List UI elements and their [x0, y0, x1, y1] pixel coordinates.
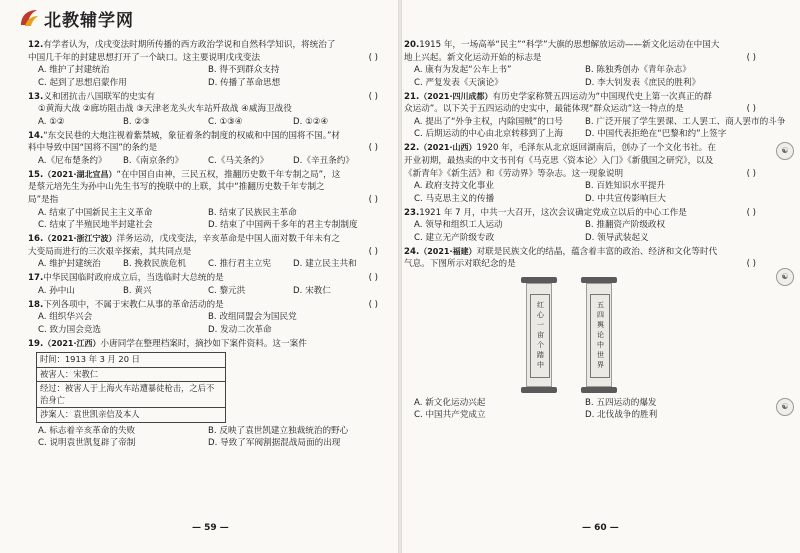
question-item	[28, 338, 378, 450]
answer-options	[404, 397, 756, 422]
brand-logo-icon	[18, 7, 40, 29]
scroll-paper	[586, 283, 612, 387]
question-stem: “东交民巷的大炮注视着紫禁城，象征着条约制度的权威和中国的国将不国。”材料中导致中国“国将不国”的条约是	[28, 130, 341, 154]
question-text	[28, 233, 378, 258]
page-number-left: — 59 —	[192, 523, 229, 533]
answer-option: D. 导致了军阀割据混战局面的出现	[208, 438, 341, 449]
answer-options	[28, 155, 378, 168]
question-source: （2021·浙江宁波）	[43, 234, 117, 244]
question-source: （2021·福建）	[419, 246, 477, 256]
answer-option: C. 中国共产党成立	[414, 410, 486, 421]
question-number: 18.	[28, 299, 44, 310]
answer-option: C. 起到了思想启蒙作用	[38, 77, 127, 88]
question-number: 14.	[28, 130, 44, 141]
answer-option: A. 提出了“外争主权，内除国贼”的口号	[414, 116, 564, 127]
question-text	[28, 91, 378, 104]
answer-option: D. 宋教仁	[293, 285, 331, 296]
answer-options	[28, 64, 378, 89]
answer-bracket: ( )	[368, 52, 378, 63]
answer-option: D. 北伐战争的胜利	[585, 410, 658, 421]
case-record-row: 被害人：宋教仁	[37, 368, 225, 383]
question-item	[28, 272, 378, 297]
question-number: 16.	[28, 234, 44, 245]
answer-option: A.《尼布楚条约》	[38, 155, 107, 166]
answer-option: B. 百姓知识水平提升	[585, 181, 666, 192]
question-stem: “在中国自由神，三民五权，推翻历史数千年专制之局”，这是蔡元培先生为孙中山先生书写的挽联中的上联，其中“推翻历史数千年专制之局”是指	[28, 169, 341, 206]
answer-option: D. 中国代表拒绝在“巴黎和约”上签字	[585, 129, 727, 140]
question-stem: 1915 年，一场高举“民主”“科学”大旗的思想解放运动——新文化运动在中国大地上兴起。新文化运动开始的标志是	[404, 40, 720, 63]
answer-option: C. 说明袁世凯复辟了帝制	[38, 438, 136, 449]
answer-option: B. 推翻资产阶级政权	[585, 220, 666, 231]
question-subitems: ①黄海大战 ②廊坊阻击战 ③天津老龙头火车站歼敌战 ④威海卫战役	[38, 104, 292, 115]
question-text	[404, 207, 756, 220]
answer-option: C. ①③④	[208, 116, 243, 127]
answer-bracket: ( )	[368, 91, 378, 102]
question-stem: 对联是民族文化的结晶，蕴含着丰富的政治、经济和文化等时代气息。下图所示对联纪念的是	[404, 246, 718, 270]
answer-options	[404, 116, 786, 141]
question-text	[28, 39, 378, 64]
answer-option: C. 致力国会竞选	[38, 324, 102, 335]
answer-option: A. ①②	[38, 116, 65, 127]
question-stem: 1920 年，毛泽东从北京返回湖南后，创办了一个文化书社。在开业初期，最热卖的中文书刊有《马克思〈资本论〉入门》《新俄国之研究》，以及《新青年》《新生活》和《劳动界》等杂志。这一现象说明	[404, 143, 716, 179]
question-item	[28, 130, 378, 168]
scroll-paper	[526, 283, 552, 387]
answer-options	[28, 425, 378, 450]
answer-option: C. 马克思主义的传播	[414, 193, 495, 204]
question-item	[404, 246, 756, 422]
question-stem: 1921 年 7 月，中共一大召开，这次会议确定党成立以后的中心工作是	[419, 207, 687, 218]
couplet-scrolls	[524, 277, 634, 393]
question-item	[404, 207, 756, 245]
question-number: 13.	[28, 91, 44, 102]
answer-option: C. 推行君主立宪	[208, 259, 272, 270]
left-question-column	[28, 39, 378, 451]
couplet-scroll-right	[584, 277, 614, 393]
couplet-text-right: 五四舆论中世界	[590, 294, 610, 378]
answer-option: A. 维护了封建统治	[38, 65, 110, 76]
question-stem: 下列各项中，不属于宋教仁从事的革命活动的是	[43, 299, 224, 310]
answer-option: C. 后期运动的中心由北京转移到了上海	[414, 129, 563, 140]
answer-options	[404, 64, 756, 89]
answer-option: C. 黎元洪	[208, 285, 246, 296]
question-stem: 小唐同学在整理档案时，摘抄如下案件资料。这一案件	[100, 338, 307, 349]
question-number: 24.	[404, 246, 420, 257]
answer-option: D.《辛丑条约》	[293, 155, 354, 166]
answer-bracket: ( )	[746, 207, 756, 218]
question-text	[28, 272, 378, 285]
question-source: （2021·江西）	[43, 338, 101, 348]
question-number: 12.	[28, 40, 44, 50]
answer-options	[28, 258, 378, 271]
answer-option: A. 政府支持文化事业	[414, 181, 494, 192]
case-record-table	[36, 352, 226, 423]
couplet-scroll-left	[524, 277, 554, 393]
question-number: 21.	[404, 91, 420, 102]
answer-option: A. 新文化运动兴起	[414, 397, 486, 408]
answer-option: A. 康有为发起“公车上书”	[414, 65, 512, 76]
answer-option: B.《南京条约》	[123, 155, 184, 166]
answer-bracket: ( )	[746, 52, 756, 63]
question-item	[28, 299, 378, 337]
answer-options	[28, 311, 378, 336]
question-stem: 义和团抗击八国联军的史实有	[43, 91, 155, 102]
case-record-row: 时间：1913 年 3 月 20 日	[37, 353, 225, 368]
answer-bracket: ( )	[746, 168, 756, 179]
answer-option: B. 广泛开展了学生罢课、工人罢工、商人罢市的斗争	[585, 116, 786, 127]
question-item	[28, 233, 378, 271]
answer-option: C. 严复发表《天演论》	[414, 77, 503, 88]
answer-option: D. 结束了中国两千多年的君主专制制度	[208, 220, 358, 231]
answer-bracket: ( )	[746, 259, 756, 270]
answer-bracket: ( )	[368, 246, 378, 257]
answer-option: B. 结束了民族民主革命	[208, 207, 297, 218]
question-text	[404, 142, 756, 180]
question-item	[404, 39, 756, 89]
answer-options	[404, 180, 756, 205]
answer-option: D. 领导武装起义	[585, 232, 649, 243]
answer-option: B. 黄兴	[123, 285, 152, 296]
question-text	[404, 39, 756, 64]
question-stem: 有历史学家称赞五四运动为“中国现代史上第一次真正的群众运动”。以下关于五四运动的史实中，最能体现“群众运动”这一特点的是	[404, 91, 712, 115]
answer-bracket: ( )	[368, 195, 378, 206]
question-stem: 洋务运动，戊戌变法，辛亥革命是中国人面对数千年未有之大变局而进行的三次艰辛探索，其共同点是	[28, 234, 340, 257]
answer-option: D. ①②④	[293, 116, 329, 127]
side-decoration-icon: ☯	[776, 398, 794, 416]
answer-option: A. 孙中山	[38, 285, 75, 296]
question-text	[28, 130, 378, 155]
question-text	[404, 246, 756, 271]
question-source: （2021·山西）	[419, 143, 477, 153]
question-text	[28, 338, 378, 351]
answer-bracket: ( )	[368, 143, 378, 154]
answer-option: B. 改组同盟会为国民党	[208, 312, 297, 323]
answer-bracket: ( )	[368, 273, 378, 284]
answer-option: A. 结束了中国新民主主义革命	[38, 207, 153, 218]
answer-option: A. 标志着辛亥革命的失败	[38, 425, 136, 436]
question-stem: 中华民国临时政府成立后，当选临时大总统的是	[43, 273, 224, 284]
answer-option: D. 李大钊发表《庶民的胜利》	[585, 77, 701, 88]
question-item	[28, 169, 378, 232]
answer-option: D. 传播了革命思想	[208, 77, 281, 88]
question-item	[28, 91, 378, 129]
answer-option: C.《马关条约》	[208, 155, 269, 166]
case-record-row: 涉案人：袁世凯亲信及本人	[40, 409, 140, 420]
scroll-rod	[581, 387, 617, 393]
answer-option: B. 五四运动的爆发	[585, 397, 657, 408]
answer-bracket: ( )	[368, 299, 378, 310]
brand-header	[18, 6, 134, 30]
question-item	[28, 39, 378, 89]
answer-option: D. 中共宣传影响巨大	[585, 193, 666, 204]
answer-option: A. 维护封建统治	[38, 259, 101, 270]
brand-name: 北教辅学网	[44, 10, 134, 31]
question-stem: 有学者认为，戊戌变法时期所传播的西方政治学说和自然科学知识，将统治了中国几千年的封建思想打开了一个缺口。这主要说明戊戌变法	[28, 40, 336, 63]
question-number: 15.	[28, 169, 44, 180]
answer-option: B. 挽救民族危机	[123, 259, 186, 270]
scroll-rod	[521, 387, 557, 393]
side-decoration-icon: ☯	[776, 268, 794, 286]
side-decoration-icon: ☯	[776, 142, 794, 160]
question-text	[28, 299, 378, 312]
answer-option: A. 组织华兴会	[38, 312, 93, 323]
answer-option: B. ②③	[123, 116, 150, 127]
question-item	[404, 142, 756, 205]
answer-option: D. 发动二次革命	[208, 324, 272, 335]
case-record-row: 经过：被害人于上海火车站遭暴徒枪击，之后不治身亡	[37, 382, 225, 408]
question-source: （2021·湖北宜昌）	[43, 169, 117, 179]
question-number: 23.	[404, 207, 420, 218]
question-text	[28, 169, 378, 207]
question-number: 19.	[28, 338, 44, 349]
answer-option: C. 结束了半殖民地半封建社会	[38, 220, 153, 231]
answer-option: B. 陈独秀创办《青年杂志》	[585, 65, 691, 76]
answer-option: B. 得不到群众支持	[208, 65, 280, 76]
answer-option: D. 建立民主共和	[293, 259, 357, 270]
answer-options	[28, 207, 378, 232]
question-number: 20.	[404, 40, 420, 50]
answer-option: C. 建立无产阶级专政	[414, 232, 495, 243]
answer-bracket: ( )	[746, 104, 756, 115]
page-number-right: — 60 —	[582, 523, 619, 533]
question-number: 22.	[404, 143, 420, 154]
answer-options	[28, 116, 378, 129]
right-question-column	[404, 39, 786, 423]
question-source: （2021·四川成都）	[419, 91, 493, 101]
answer-option: A. 领导和组织工人运动	[414, 220, 503, 231]
answer-options	[404, 219, 756, 244]
question-number: 17.	[28, 273, 44, 284]
question-text	[404, 91, 756, 116]
answer-options	[28, 285, 378, 298]
question-item	[404, 91, 786, 141]
couplet-text-left: 红心一亩个踏中	[530, 294, 550, 378]
answer-option: B. 反映了袁世凯建立独裁统治的野心	[208, 425, 349, 436]
